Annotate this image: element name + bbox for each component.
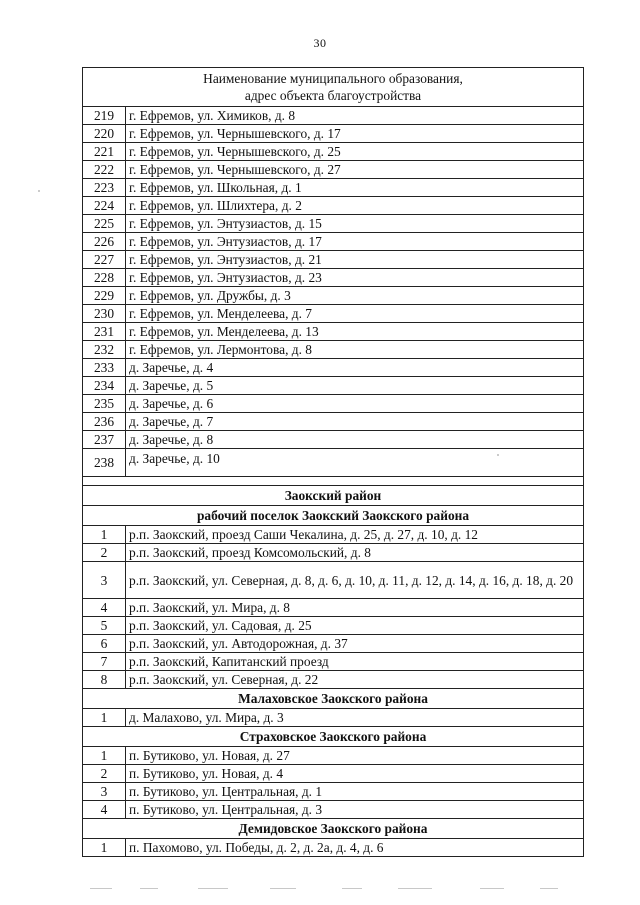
table-row [83,305,584,323]
scan-speck [497,454,499,456]
table-row [83,125,584,143]
row-number: 235 [83,395,126,413]
row-number: 237 [83,431,126,449]
table-row [83,215,584,233]
row-address: г. Ефремов, ул. Энтузиастов, д. 23 [126,269,584,287]
row-number: 228 [83,269,126,287]
table-row [83,562,584,599]
scan-mark [270,888,296,889]
section-heading-zaoksky: рабочий поселок Заокский Заокского района [83,506,584,526]
row-address: р.п. Заокский, ул. Северная, д. 8, д. 6, д. 10, д. 11, д. 12, д. 14, д. 16, д. 18, д. 20 [126,562,584,599]
row-number: 1 [83,709,126,727]
row-address: д. Заречье, д. 7 [126,413,584,431]
table-row [83,287,584,305]
district-title-row [83,486,584,506]
row-address: р.п. Заокский, ул. Садовая, д. 25 [126,617,584,635]
table-row [83,395,584,413]
table-row [83,323,584,341]
scan-mark [540,888,558,889]
table-header-row [83,68,584,107]
row-address: г. Ефремов, ул. Чернышевского, д. 27 [126,161,584,179]
table-row [83,544,584,562]
row-number: 233 [83,359,126,377]
row-number: 223 [83,179,126,197]
scan-mark [90,888,112,889]
row-address: р.п. Заокский, Капитанский проезд [126,653,584,671]
table-row [83,359,584,377]
row-address: г. Ефремов, ул. Школьная, д. 1 [126,179,584,197]
row-number: 7 [83,653,126,671]
table-row [83,449,584,477]
row-number: 229 [83,287,126,305]
row-address: г. Ефремов, ул. Энтузиастов, д. 21 [126,251,584,269]
scan-mark [198,888,228,889]
row-number: 1 [83,747,126,765]
registry-table [82,67,584,857]
row-address: п. Бутиково, ул. Центральная, д. 3 [126,801,584,819]
table-row [83,233,584,251]
table-row [83,747,584,765]
section-heading-row [83,689,584,709]
section-heading-row [83,819,584,839]
row-address: р.п. Заокский, проезд Саши Чекалина, д. 25, д. 27, д. 10, д. 12 [126,526,584,544]
row-number: 227 [83,251,126,269]
table-row [83,341,584,359]
row-address: р.п. Заокский, ул. Северная, д. 22 [126,671,584,689]
page-number: 30 [313,36,327,50]
table-row [83,709,584,727]
section-heading-demidovo: Демидовское Заокского района [83,819,584,839]
scan-mark [342,888,362,889]
row-address: р.п. Заокский, ул. Автодорожная, д. 37 [126,635,584,653]
table-row [83,161,584,179]
district-title: Заокский район [83,486,584,506]
row-number: 3 [83,562,126,599]
row-address: р.п. Заокский, ул. Мира, д. 8 [126,599,584,617]
row-number: 231 [83,323,126,341]
row-address: г. Ефремов, ул. Дружбы, д. 3 [126,287,584,305]
row-address: г. Ефремов, ул. Менделеева, д. 13 [126,323,584,341]
table-row [83,377,584,395]
row-address: г. Ефремов, ул. Менделеева, д. 7 [126,305,584,323]
table-row [83,635,584,653]
scan-speck [38,190,40,192]
row-number: 234 [83,377,126,395]
row-address: д. Заречье, д. 6 [126,395,584,413]
row-number: 226 [83,233,126,251]
table-row [83,413,584,431]
table-row [83,197,584,215]
row-address: п. Бутиково, ул. Центральная, д. 1 [126,783,584,801]
row-number: 222 [83,161,126,179]
row-number: 1 [83,839,126,857]
row-number: 221 [83,143,126,161]
table-header-line-1: Наименование муниципального образования, [203,71,463,86]
section-heading-row [83,506,584,526]
row-address: д. Малахово, ул. Мира, д. 3 [126,709,584,727]
row-address: д. Заречье, д. 4 [126,359,584,377]
scan-footer-marks [80,888,580,894]
row-number: 225 [83,215,126,233]
row-number: 3 [83,783,126,801]
table-spacer-row [83,477,584,486]
row-number: 238 [83,449,126,477]
row-address: п. Пахомово, ул. Победы, д. 2, д. 2а, д. 4, д. 6 [126,839,584,857]
row-number: 220 [83,125,126,143]
row-number: 4 [83,599,126,617]
row-address: г. Ефремов, ул. Чернышевского, д. 17 [126,125,584,143]
table-row [83,431,584,449]
row-address: г. Ефремов, ул. Химиков, д. 8 [126,107,584,125]
row-number: 219 [83,107,126,125]
row-number: 232 [83,341,126,359]
row-address: п. Бутиково, ул. Новая, д. 27 [126,747,584,765]
row-number: 5 [83,617,126,635]
row-number: 236 [83,413,126,431]
table-row [83,765,584,783]
row-address: р.п. Заокский, проезд Комсомольский, д. 8 [126,544,584,562]
section-heading-strakhovo: Страховское Заокского района [83,727,584,747]
table-header-line-2: адрес объекта благоустройства [244,88,422,103]
row-number: 224 [83,197,126,215]
row-address: п. Бутиково, ул. Новая, д. 4 [126,765,584,783]
row-number: 8 [83,671,126,689]
table-row [83,839,584,857]
scan-mark [398,888,432,889]
scan-mark [480,888,504,889]
table-row [83,599,584,617]
row-number: 1 [83,526,126,544]
row-number: 2 [83,765,126,783]
row-address: г. Ефремов, ул. Энтузиастов, д. 15 [126,215,584,233]
table-row [83,179,584,197]
table-row [83,671,584,689]
row-address: г. Ефремов, ул. Лермонтова, д. 8 [126,341,584,359]
scan-mark [140,888,158,889]
row-number: 6 [83,635,126,653]
row-address: д. Заречье, д. 5 [126,377,584,395]
table-row [83,269,584,287]
table-row [83,526,584,544]
row-address: г. Ефремов, ул. Чернышевского, д. 25 [126,143,584,161]
table-row [83,143,584,161]
row-address: д. Заречье, д. 8 [126,431,584,449]
table-spacer [83,477,584,486]
table-row [83,783,584,801]
table-row [83,107,584,125]
section-heading-malakhovo: Малаховское Заокского района [83,689,584,709]
section-heading-row [83,727,584,747]
row-address: г. Ефремов, ул. Шлихтера, д. 2 [126,197,584,215]
table-row [83,617,584,635]
row-address: д. Заречье, д. 10 [126,449,584,477]
table-header [83,68,584,107]
row-number: 230 [83,305,126,323]
table-row [83,251,584,269]
table-row [83,801,584,819]
row-number: 4 [83,801,126,819]
row-number: 2 [83,544,126,562]
table-row [83,653,584,671]
row-address: г. Ефремов, ул. Энтузиастов, д. 17 [126,233,584,251]
